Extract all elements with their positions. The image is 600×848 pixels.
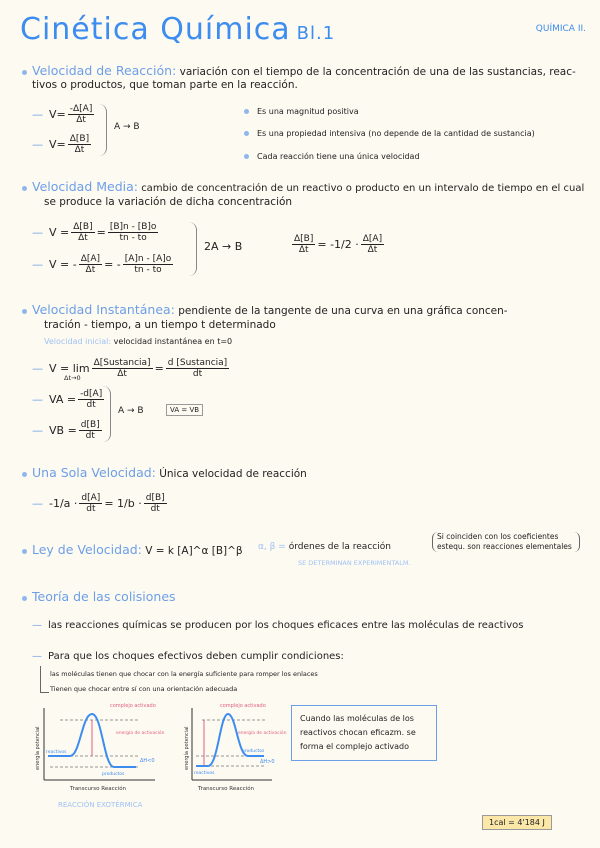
s3-limit-sub: Δt→0 [64, 374, 81, 382]
s1-eq2: — V= $\frac{\Delta[B]}{\Delta t}$ [32, 134, 90, 155]
g1-caption: REACCIÓN EXOTÉRMICA [58, 801, 143, 809]
bullet-icon [22, 596, 27, 601]
s5-orders: α, β = órdenes de la reacción [258, 542, 391, 552]
dot-icon [244, 131, 249, 136]
g2-ylabel: energía potencial [184, 726, 190, 770]
g2-dh: ΔH>0 [260, 759, 275, 765]
s1-prop-2: Es una propiedad intensiva (no depende de la cantidad de sustancia) [244, 129, 535, 138]
s3-eq1: — V = lim $\frac{\text{Δ[Sustancia]}}{\Delta t}$ = $\frac{\text{d [Sustancia]}}{dt}$ [32, 358, 228, 379]
s6-heading: Teoría de las colisiones [32, 589, 176, 604]
s1-eq1: — V= $\frac{-\Delta[A]}{\Delta t}$ [32, 104, 93, 125]
s5-definition: Ley de Velocidad: V = k [A]^α [B]^β [32, 542, 243, 557]
g1-ea: energía de activación [116, 731, 165, 736]
s3-eqA: — VA = $\frac{-d[A]}{dt}$ [32, 389, 103, 410]
s3-eqB: — VB = $\frac{d[B]}{dt}$ [32, 420, 100, 441]
g1-productos: productos [102, 772, 125, 777]
bullet-icon [22, 549, 27, 554]
s3-initial: Velocidad inicial: velocidad instantánea en t=0 [44, 337, 233, 346]
g2-complex: complejo activado [220, 703, 266, 709]
energy-diagram-endothermic [180, 700, 287, 800]
energy-diagram-exothermic [30, 700, 170, 800]
s3-reaction: A → B [118, 406, 144, 416]
s2-eq2: — V = - $\frac{\Delta[A]}{\Delta t}$ = - $\frac{[A]n - [A]o}{tn - to}$ [32, 254, 172, 275]
page-title: Cinética Química Bl.1 [20, 12, 336, 47]
block-label: Bl.1 [296, 23, 336, 44]
s6-cond1: las moléculas tienen que chocar con la energía suficiente para romper los enlaces [50, 670, 318, 678]
dot-icon [244, 109, 249, 114]
subject-label: QUÍMICA II. [535, 24, 586, 34]
g1-ylabel: energía potencial [35, 726, 41, 770]
s3-definition-cont: tración - tiempo, a un tiempo t determinado [44, 319, 276, 331]
g1-dh: ΔH<0 [140, 758, 155, 764]
bullet-icon [22, 309, 27, 314]
s2-definition: Velocidad Media: cambio de concentración de un reactivo o producto en un intervalo de tiempo en el cual [32, 179, 585, 194]
s2-reaction: 2A → B [204, 240, 243, 253]
s3-definition: Velocidad Instantánea: pendiente de la tangente de una curva en una gráfica concen- [32, 302, 508, 317]
g1-complex: complejo activado [110, 703, 156, 709]
s6-conclusion: Cuando las moléculas de los reactivos chocan eficazm. se forma el complejo activado [291, 705, 437, 761]
bullet-icon [22, 186, 27, 191]
g1-reactivos: reactivos [46, 750, 67, 755]
s2-definition-cont: se produce la variación de dicha concentración [44, 196, 293, 208]
g2-reactivos: reactivos [194, 771, 215, 776]
dot-icon [244, 154, 249, 159]
s1-definition-cont: tivos o productos, que toman parte en la reacción. [32, 79, 298, 91]
g1-xlabel: Transcurso Reacción [70, 786, 127, 792]
g2-productos: productos [242, 749, 265, 754]
s1-definition: Velocidad de Reacción: variación con el tiempo de la concentración de una de las sustancias, reac- [32, 63, 576, 78]
s4-eq: — -1/a · $\frac{d[A]}{dt}$ = 1/b · $\frac{d[B]}{dt}$ [32, 493, 165, 514]
bullet-icon [22, 472, 27, 477]
s6-ref: 1cal = 4'184 J [482, 815, 552, 830]
s2-eq1: — V = $\frac{\Delta[B]}{\Delta t}$ = $\frac{[B]n - [B]o}{tn - to}$ [32, 222, 157, 243]
s2-rhs: $\frac{\Delta[B]}{\Delta t}$ = -1/2 · $\frac{\Delta[A]}{\Delta t}$ [294, 234, 383, 255]
s4-definition: Una Sola Velocidad: Única velocidad de reacción [32, 465, 307, 480]
brace [98, 104, 107, 156]
s1-prop-1: Es una magnitud positiva [244, 107, 359, 116]
brace [102, 386, 111, 442]
s1-prop-3: Cada reacción tiene una única velocidad [244, 152, 420, 161]
g2-xlabel: Transcurso Reacción [198, 786, 255, 792]
s6-line1: — las reacciones químicas se producen por los choques eficaces entre las moléculas de reactivos [32, 620, 524, 631]
bullet-icon [22, 70, 27, 75]
tree-line [40, 666, 49, 693]
brace [188, 222, 197, 276]
g2-ea: energía de activación [238, 731, 287, 736]
s3-box: VA = VB [166, 404, 203, 416]
s6-cond2: Tienen que chocar entre sí con una orientación adecuada [50, 685, 238, 693]
s6-line2: — Para que los choques efectivos deben cumplir condiciones: [32, 651, 344, 662]
s1-reaction: A → B [114, 122, 140, 132]
s5-note: Si coinciden con los coeficientes estequ. son reacciones elementales [432, 532, 580, 552]
s5-experimental: SE DETERMINAN EXPERIMENTALM. [298, 559, 411, 567]
